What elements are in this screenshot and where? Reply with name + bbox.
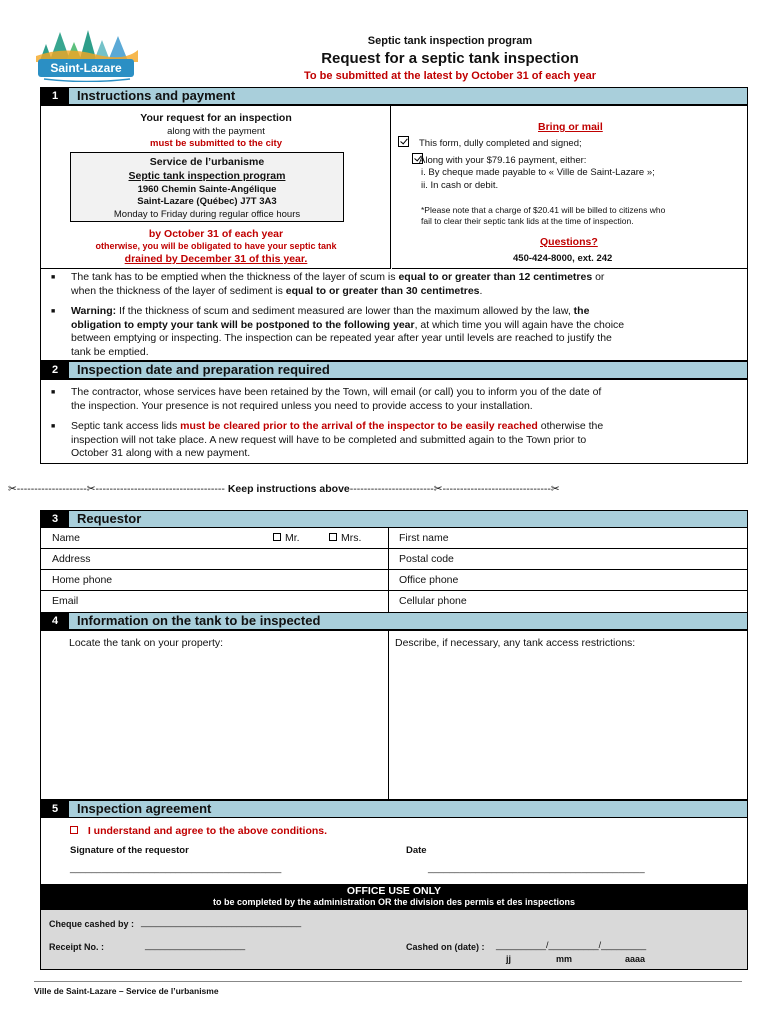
instructions-left-panel (41, 106, 391, 269)
instructions-right-panel (392, 106, 748, 269)
section-number: 1 (41, 88, 69, 104)
cashed-on-label: Cashed on (date) : (406, 942, 485, 952)
mr-option[interactable] (273, 528, 300, 548)
table-row (41, 570, 747, 591)
agreement-option[interactable] (70, 825, 327, 837)
check-item-2: Along with your $79.16 payment, either: (419, 155, 587, 166)
address-label: Address (52, 553, 91, 565)
signature-label: Signature of the requestor (70, 845, 189, 856)
checked-box-icon (398, 136, 409, 147)
day-hint: jj (506, 954, 512, 964)
requestor-table (40, 528, 748, 612)
request-line-2: along with the payment (167, 126, 265, 137)
text-run: otherwise the (537, 420, 604, 432)
first-name-label: First name (399, 532, 449, 544)
form-title: Request for a septic tank inspection (321, 50, 579, 67)
section-number: 5 (41, 801, 69, 817)
postal-code-label: Postal code (399, 553, 454, 565)
address-line-1: 1960 Chemin Sainte-Angélique (137, 184, 277, 195)
text-run: If the thickness of scum and sediment measured are lower than the maximum allowed by the law, (116, 305, 574, 317)
text-run: equal to or greater than 12 centimetres (398, 271, 593, 283)
footer-rule (34, 981, 742, 982)
section-number: 4 (41, 613, 69, 629)
table-row (41, 549, 747, 570)
service-program: Septic tank inspection program (128, 170, 286, 182)
check-item-1: This form, dully completed and signed; (419, 138, 582, 149)
mr-label: Mr. (285, 532, 300, 544)
checkbox-icon[interactable] (273, 533, 281, 541)
text-run: when the thickness of the layer of sediment is (71, 284, 286, 297)
request-line-1: Your request for an inspection (140, 112, 292, 124)
office-use-body (40, 909, 748, 970)
checkbox-icon[interactable] (70, 826, 78, 834)
footer-text: Ville de Saint-Lazare – Service de l’urbanisme (34, 986, 219, 996)
year-hint: aaaa (625, 954, 646, 964)
submission-deadline: To be submitted at the latest by October 31 of each year (304, 70, 596, 82)
agreement-text: I understand and agree to the above conditions. (87, 825, 328, 837)
text-run: the inspection. Your presence is not required unless you need to provide access to your installation. (71, 399, 533, 412)
receipt-number-label: Receipt No. : (49, 942, 105, 952)
locate-tank-label: Locate the tank on your property: (69, 637, 224, 649)
text-run: . (479, 284, 483, 297)
bullet-icon: ■ (51, 308, 56, 315)
office-hours: Monday to Friday during regular office hours (113, 209, 301, 220)
request-line-3: must be submitted to the city (150, 138, 282, 149)
service-title: Service de l’urbanisme (149, 156, 265, 168)
scum-rule-text (71, 271, 751, 298)
cheque-cashed-label: Cheque cashed by : (49, 919, 135, 929)
locate-tank-area[interactable] (41, 631, 388, 799)
text-run: or (592, 271, 605, 283)
lids-text (71, 420, 751, 461)
text-run: equal to or greater than 30 centimetres (285, 284, 480, 297)
section-title: Requestor (77, 511, 142, 526)
section-5-header (40, 800, 748, 818)
section-4-body (40, 630, 748, 800)
address-line-2: Saint-Lazare (Québec) J7T 3A3 (137, 196, 277, 207)
section-title: Instructions and payment (77, 88, 236, 103)
section-title: Inspection date and preparation required (77, 362, 330, 377)
text-run: Septic tank access lids (71, 420, 181, 432)
otherwise-text: otherwise, you will be obligated to have your septic tank (95, 241, 337, 251)
home-phone-label: Home phone (52, 574, 113, 586)
date-label: Date (406, 845, 427, 856)
text-run: , at which time you will again have the choice (414, 318, 625, 331)
section-1-body (40, 105, 748, 361)
section-title: Information on the tank to be inspected (77, 613, 321, 628)
section-4-header (40, 612, 748, 630)
section-3-header (40, 510, 748, 528)
signature-line[interactable]: ________________________________________ (70, 863, 282, 874)
text-run: between emptying or inspecting. The inspection can be repeated year after year until levels are reached to justify the (71, 332, 612, 344)
section-5-body (40, 818, 748, 884)
bullet-icon: ■ (51, 274, 56, 281)
access-restrictions-label: Describe, if necessary, any tank access restrictions: (395, 637, 636, 649)
table-row (41, 591, 747, 612)
logo-text: Saint-Lazare (50, 61, 122, 75)
payment-option-2: ii. In cash or debit. (421, 180, 499, 191)
charge-note-1: *Please note that a charge of $20.41 will be billed to citizens who (421, 205, 666, 215)
mrs-option[interactable] (329, 528, 361, 548)
text-run: The contractor, whose services have been retained by the Town, will email (or call) you to inform you of the date of (71, 386, 602, 398)
text-run: tank be emptied. (71, 345, 149, 358)
service-address-box (70, 152, 344, 222)
cashed-on-date-line[interactable]: __________/__________/_________ (496, 940, 647, 950)
access-restrictions-area[interactable] (389, 631, 747, 799)
keep-instructions-label: Keep instructions above (227, 483, 350, 495)
name-label: Name (52, 532, 81, 544)
text-run: Warning: (71, 305, 117, 317)
text-run: must be cleared prior to the arrival of the inspector to be easily reached (180, 420, 538, 432)
bullet-icon: ■ (51, 423, 56, 430)
cut-line-right: ------------------------✂-------------------------------✂ (349, 483, 560, 495)
text-run: the (573, 305, 590, 317)
section-2-header (40, 361, 748, 379)
payment-option-1: i. By cheque made payable to « Ville de Saint-Lazare »; (421, 167, 655, 178)
section-2-body (40, 379, 748, 464)
section-number: 2 (41, 362, 69, 378)
questions-heading: Questions? (540, 236, 598, 248)
mrs-label: Mrs. (341, 532, 362, 544)
program-name: Septic tank inspection program (367, 35, 533, 47)
text-run: October 31 along with a new payment. (71, 447, 251, 459)
bullet-icon: ■ (51, 389, 56, 396)
month-hint: mm (556, 954, 573, 964)
cut-line (8, 483, 762, 495)
receipt-number-line[interactable]: ____________________ (145, 940, 246, 950)
text-run: obligation to empty your tank will be postponed to the following year (71, 318, 415, 331)
cut-line-left: ✂--------------------✂------------------------------------- (8, 483, 228, 495)
cheque-cashed-line[interactable]: ________________________________ (141, 917, 302, 927)
by-date: by October 31 of each year (148, 228, 284, 240)
charge-note-2: fail to clear their septic tank lids at the time of inspection. (421, 216, 634, 226)
section-number: 3 (41, 511, 69, 527)
text-run: inspection will not take place. A new request will have to be completed and submitted again to the Town prior to (71, 433, 587, 446)
contractor-text (71, 386, 751, 413)
office-use-header (40, 884, 748, 909)
section-1-header (40, 87, 748, 105)
bring-or-mail: Bring or mail (538, 121, 603, 133)
table-row (41, 528, 747, 549)
section-title: Inspection agreement (77, 801, 212, 816)
drained-text: drained by December 31 of this year. (124, 253, 308, 265)
office-phone-label: Office phone (399, 574, 459, 586)
cellular-phone-label: Cellular phone (399, 595, 467, 607)
office-use-subtitle: to be completed by the administration OR the division des permis et des inspections (212, 897, 576, 907)
warning-text (71, 305, 751, 359)
office-use-title: OFFICE USE ONLY (346, 885, 442, 897)
text-run: The tank has to be emptied when the thickness of the layer of scum is (71, 271, 399, 283)
email-label: Email (52, 595, 79, 607)
contact-phone: 450-424-8000, ext. 242 (513, 253, 613, 264)
date-line[interactable]: _________________________________________ (428, 863, 645, 874)
checkbox-icon[interactable] (329, 533, 337, 541)
